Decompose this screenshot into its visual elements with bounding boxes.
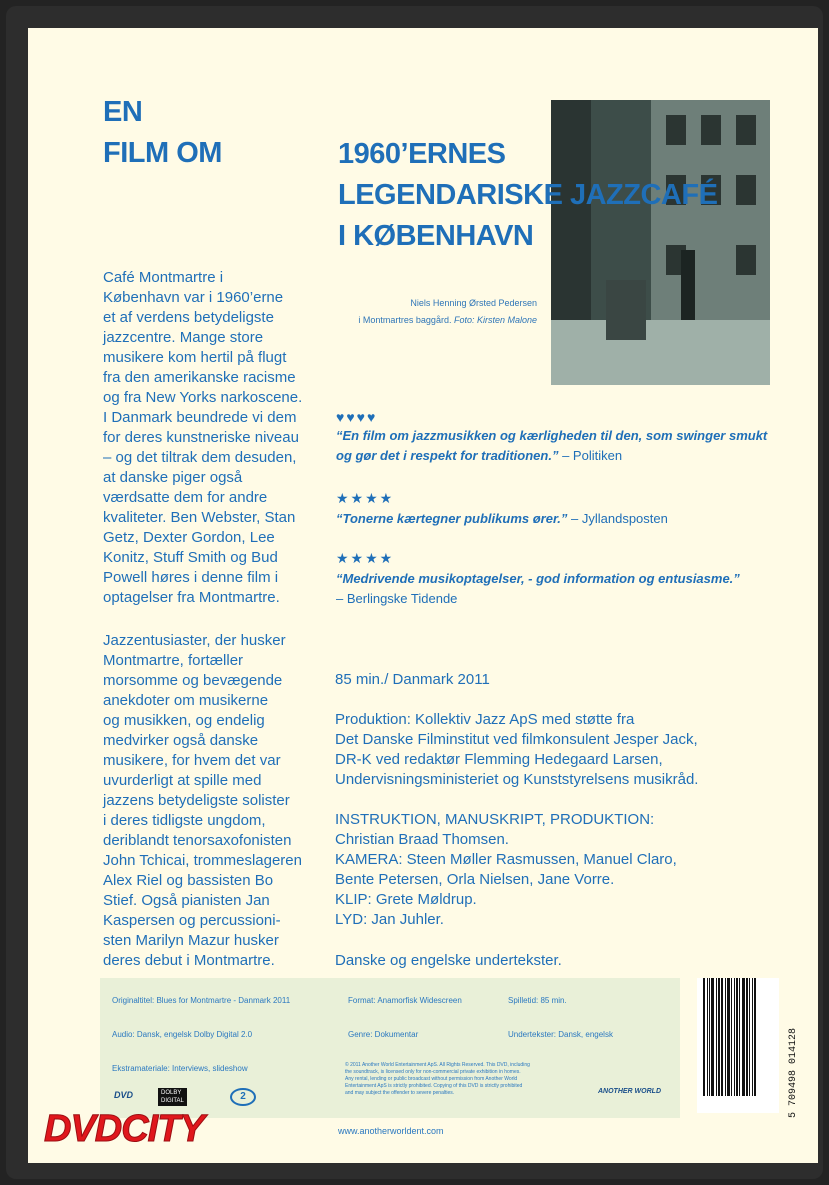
photo-caption [300,295,537,329]
paragraph-line: og musikken, og endelig [103,712,265,729]
barcode-bar [734,978,735,1096]
legal-line: the soundtrack, is licensed only for non-commercial private exhibition in homes. [345,1069,521,1075]
production-line: Undervisningsministeriet og Kunststyrelsens musikråd. [335,771,699,788]
caption-text: i Montmartres baggård. [358,315,454,325]
quote-text: og gør det i respekt for traditionen.” [336,448,559,463]
review-quote [336,509,776,529]
paragraph-line: deres debut i Montmartre. [103,952,275,969]
legal-line: Entertainment ApS is strictly prohibited. Copying of this DVD is strictly prohibited [345,1083,523,1089]
credit-line: INSTRUKTION, MANUSKRIPT, PRODUKTION: [335,811,655,828]
extras: Ekstramateriale: Interviews, slideshow [112,1064,248,1073]
barcode-bar [754,978,756,1096]
paragraph-line: morsomme og bevægende [103,672,283,689]
paragraph-line: Powell høres i denne film i [103,569,279,586]
barcode-bar [749,978,750,1096]
barcode-bar [721,978,723,1096]
review-2 [336,488,776,529]
barcode [697,978,779,1113]
barcode-bar [731,978,732,1096]
barcode-bar [716,978,717,1096]
hearts-rating: ♥♥♥♥ [336,409,378,425]
legal-line: Any rental, lending or public broadcast without permission from Another World [345,1076,518,1082]
review-source: – Politiken [558,448,623,463]
paragraph-line: Montmartre, fortæller [103,652,244,669]
paragraph-line: Kaspersen og percussioni- [103,912,281,929]
production-line: Det Danske Filminstitut ved filmkonsulent Jesper Jack, [335,731,698,748]
barcode-bar [718,978,720,1096]
title-right-line: I KØBENHAVN [338,220,534,252]
stars-rating: ★★★★ [336,490,395,506]
barcode-bar [709,978,710,1096]
barcode-bar [739,978,740,1096]
subtitles-note: Danske og engelske undertekster. [335,952,562,969]
caption-line [300,312,537,329]
paragraph-line: et af verdens betydeligste [103,309,274,326]
dvd-logo: DVD [114,1090,134,1100]
original-title: Originaltitel: Blues for Montmartre - Danmark 2011 [112,996,291,1005]
info-box [100,978,680,1118]
paragraph-line: for deres kunstneriske niveau [103,429,299,446]
paragraph-line: Getz, Dexter Gordon, Lee [103,529,275,546]
another-world-logo: ANOTHER WORLD [598,1088,661,1095]
production-credits [335,710,775,790]
subtitles-info: Undertekster: Dansk, engelsk [508,1030,613,1039]
region-logo: 2 [230,1088,256,1106]
review-3 [336,548,776,609]
paragraph-line: Alex Riel og bassisten Bo [103,872,274,889]
dvdcity-watermark: DVDCITY [44,1108,204,1150]
paragraph-line: i deres tidligste ungdom, [103,812,266,829]
paragraph-line: musikere, for hvem det var [103,752,281,769]
credit-line: KAMERA: Steen Møller Rasmussen, Manuel Claro, [335,851,677,868]
barcode-number: 5 709498 014128 [788,1027,799,1118]
barcode-bar [742,978,745,1096]
credit-line: Christian Braad Thomsen. [335,831,509,848]
credit-line: Bente Petersen, Orla Nielsen, Jane Vorre. [335,871,615,888]
review-source: – Jyllandsposten [567,511,668,526]
runtime: Spilletid: 85 min. [508,996,567,1005]
paragraph-line: Café Montmartre i [103,269,224,286]
audio: Audio: Dansk, engelsk Dolby Digital 2.0 [112,1030,253,1039]
review-source: – Berlingske Tidende [336,591,458,606]
paragraph-line: Konitz, Stuff Smith og Bud [103,549,278,566]
paragraph-line: jazzcentre. Mange store [103,329,264,346]
paragraph-line: Stief. Også pianisten Jan [103,892,270,909]
paragraph-line: sten Marilyn Mazur husker [103,932,279,949]
paragraph-line: uvurderligt at spille med [103,772,262,789]
paragraph-line: I Danmark beundrede vi dem [103,409,297,426]
review-quote [336,569,776,589]
production-line: DR-K ved redaktør Flemming Hedegaard Larsen, [335,751,663,768]
dolby-logo-subtext: DIGITAL [161,1098,184,1104]
paragraph-line: medvirker også danske [103,732,259,749]
legal-line: and may subject the offender to severe penalties. [345,1090,455,1096]
stars-rating: ★★★★ [336,550,395,566]
caption-credit: Foto: Kirsten Malone [453,315,537,325]
paragraph-line: kvaliteter. Ben Webster, Stan [103,509,296,526]
dolby-logo-text: DOLBY [161,1090,182,1096]
barcode-bar [746,978,748,1096]
title-left-line: FILM OM [103,137,222,169]
caption-line: Niels Henning Ørsted Pedersen [410,298,537,308]
review-1 [336,408,776,466]
legal-text [345,1062,595,1097]
barcode-bar [707,978,708,1096]
paragraph-line: jazzens betydeligste solister [103,792,290,809]
duration: 85 min./ Danmark 2011 [335,671,490,688]
paragraph-line: København var i 1960’erne [103,289,284,306]
paragraph-line: anekdoter om musikerne [103,692,269,709]
review-quote [336,426,776,446]
paragraph-line: Jazzentusiaster, der husker [103,632,286,649]
quote-text: “En film om jazzmusikken og kærligheden til den, som swinger smukt [336,428,768,443]
quote-text: “Medrivende musikoptagelser, - god information og entusiasme.” [336,571,740,586]
paragraph-line: optagelser fra Montmartre. [103,589,280,606]
review-quote [336,446,776,466]
barcode-bar [725,978,726,1096]
barcode-bar [711,978,714,1096]
barcode-bar [752,978,753,1096]
title-right-line: LEGENDARISKE JAZZCAFÉ [338,179,718,211]
format: Format: Anamorfisk Widescreen [348,996,462,1005]
dolby-logo [158,1088,187,1106]
title-right [338,134,717,257]
barcode-bar [736,978,738,1096]
website: www.anotherworldent.com [338,1126,444,1136]
left-paragraph-1 [103,268,323,608]
paragraph-line: at danske piger også [103,469,243,486]
title-left [103,92,222,174]
paragraph-line: og fra New Yorks narkoscene. [103,389,303,406]
barcode-bar [703,978,705,1096]
paragraph-line: – og det tiltrak dem desuden, [103,449,297,466]
genre: Genre: Dokumentar [348,1030,419,1039]
quote-text: “Tonerne kærtegner publikums ører.” [336,511,568,526]
crew-credits [335,810,775,930]
paragraph-line: musikere kom hertil på flugt [103,349,287,366]
title-left-line: EN [103,96,143,128]
credit-line: KLIP: Grete Møldrup. [335,891,477,908]
title-right-line: 1960’ERNES [338,138,506,170]
paragraph-line: fra den amerikanske racisme [103,369,296,386]
paragraph-line: John Tchicai, trommeslageren [103,852,302,869]
paragraph-line: deriblandt tenorsaxofonisten [103,832,292,849]
legal-line: © 2011 Another World Entertainment ApS. All Rights Reserved. This DVD, including [345,1062,530,1068]
paragraph-line: værdsatte dem for andre [103,489,268,506]
production-line: Produktion: Kollektiv Jazz ApS med støtte fra [335,711,635,728]
credit-line: LYD: Jan Juhler. [335,911,444,928]
barcode-bar [727,978,730,1096]
left-paragraph-2 [103,631,323,971]
